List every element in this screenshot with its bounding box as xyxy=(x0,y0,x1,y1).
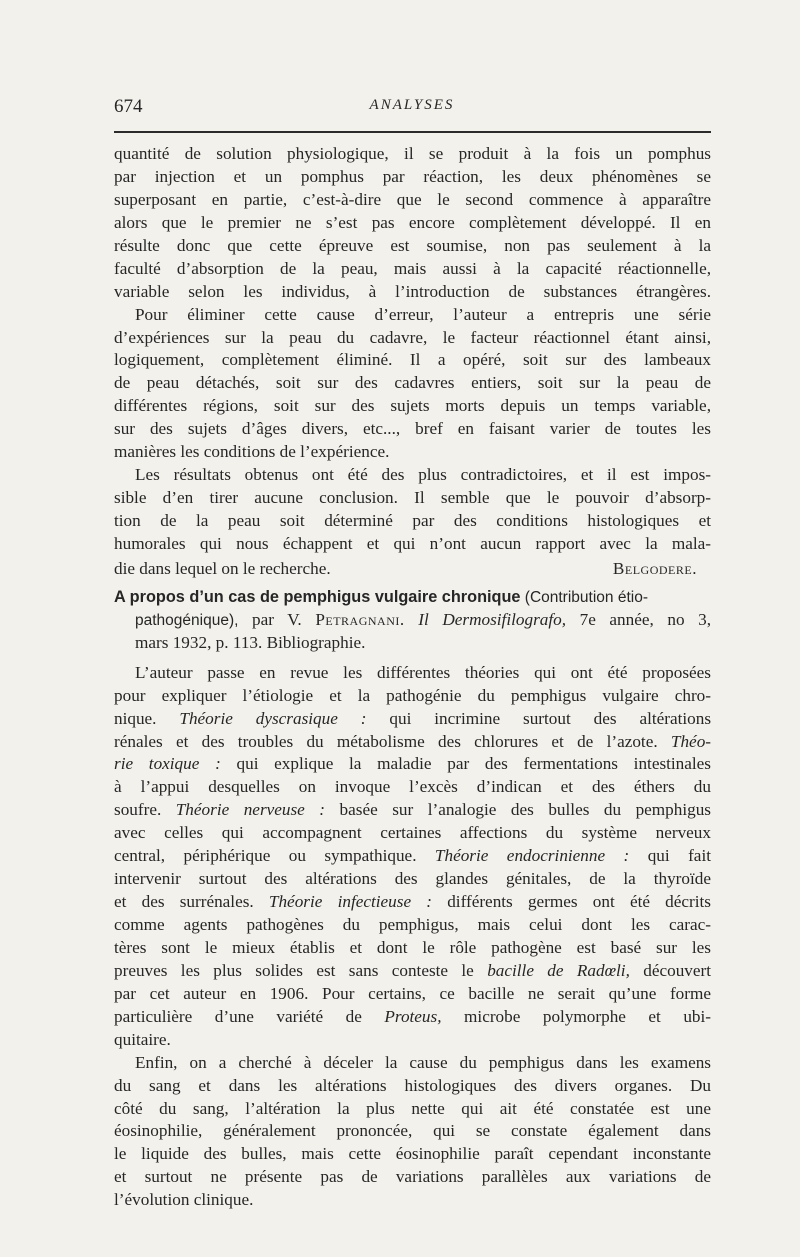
text-line: central, périphérique ou sympathique. Théorie endocrinienne : qui fait xyxy=(114,846,711,866)
article-2 xyxy=(114,586,711,1212)
text-line: côté du sang, l’altération la plus nette qui ait été constatée est une xyxy=(114,1098,711,1118)
title-rest: (Contribution étio- xyxy=(524,588,648,606)
text-line: soufre. Théorie nerveuse : basée sur l’analogie des bulles du pemphigus xyxy=(114,800,711,820)
text-line: l’évolution clinique. xyxy=(114,1190,254,1210)
text-line: à l’appui desquelles on invoque l’excès d’indican et des éthers du xyxy=(114,777,711,797)
author-signature: Belgodere. xyxy=(612,558,697,578)
text-line: par cet auteur en 1906. Pour certains, ce bacille ne serait qu’une forme xyxy=(114,983,711,1003)
last-line: die dans lequel on le recherche. xyxy=(114,558,331,578)
citation-line: pathogénique), par V. Petragnani. Il Dermosifilografo, 7e année, no 3, xyxy=(135,609,712,629)
text-line: du sang et dans les altérations histologiques des divers organes. Du xyxy=(114,1075,711,1095)
body-text xyxy=(114,143,711,1212)
page-number: 674 xyxy=(114,96,143,117)
text-line: manières les conditions de l’expérience. xyxy=(114,442,390,462)
text-line: sur des sujets d’âges divers, etc..., bref en faisant varier de toutes les xyxy=(114,419,711,439)
text-line xyxy=(114,556,711,582)
text-line: variable selon les individus, à l’introduction de substances étrangères. xyxy=(114,281,711,301)
paragraph xyxy=(114,662,711,1052)
text-line: éosinophilie, généralement prononcée, qui se constate également dans xyxy=(114,1121,711,1141)
text-line: faculté d’absorption de la peau, mais aussi à la capacité réactionnelle, xyxy=(114,258,711,278)
title-line xyxy=(114,586,711,609)
text-line: particulière d’une variété de Proteus, microbe polymorphe et ubi- xyxy=(114,1006,712,1026)
citation-author: Petragnani. xyxy=(315,609,405,629)
header-rule xyxy=(114,131,711,133)
text-line: Les résultats obtenus ont été des plus contradictoires, et il est impos- xyxy=(135,465,711,485)
text-line: preuves les plus solides est sans conteste le bacille de Radœli, découvert xyxy=(114,960,712,980)
text-line: de peau détachés, soit sur des cadavres entiers, soit sur la peau de xyxy=(114,373,711,393)
text-line: alors que le premier ne s’est pas encore complètement développé. Il en xyxy=(114,212,711,232)
article-title: A propos d’un cas de pemphigus vulgaire chronique xyxy=(114,587,521,606)
text-line: rie toxique : qui explique la maladie par des fermentations intestinales xyxy=(114,754,711,774)
text-line: superposant en partie, c’est-à-dire que le second commence à apparaître xyxy=(114,189,711,209)
text-line: avec celles qui accompagnent certaines affections du système nerveux xyxy=(114,823,711,843)
text-line: et des surrénales. Théorie infectieuse : différents germes ont été décrits xyxy=(114,892,711,912)
article-1 xyxy=(114,143,711,582)
text-line: tères sont le mieux établis et dont le rôle pathogène est basé sur les xyxy=(114,937,711,957)
text-line: comme agents pathogènes du pemphigus, mais celui dont les carac- xyxy=(114,915,711,934)
text-line: et surtout ne présente pas de variations parallèles aux variations de xyxy=(114,1167,711,1187)
text-line: quitaire. xyxy=(114,1029,171,1049)
text-line: rénales et des troubles du métabolisme des chlorures et de l’azote. Théo- xyxy=(114,731,712,751)
text-line: le liquide des bulles, mais cette éosinophilie paraît cependant inconstante xyxy=(114,1144,711,1164)
text-line: par injection et un pomphus par réaction, les deux phénomènes se xyxy=(114,166,711,186)
text-line: pour expliquer l’étiologie et la pathogénie du pemphigus vulgaire chro- xyxy=(114,685,711,705)
text-line: nique. Théorie dyscrasique : qui incrimine surtout des altérations xyxy=(114,708,712,728)
citation-journal: Il Dermosifilografo, xyxy=(418,609,567,629)
running-head: ANALYSES xyxy=(369,97,455,113)
text-line: résulte donc que cette épreuve est soumise, non pas seulement à la xyxy=(114,235,711,255)
text-line: sible d’en tirer aucune conclusion. Il semble que le pouvoir d’absorp- xyxy=(114,488,711,508)
text-line: Enfin, on a cherché à déceler la cause du pemphigus dans les examens xyxy=(135,1052,711,1072)
article-heading xyxy=(114,586,711,655)
text-line: différentes régions, soit sur des sujets morts depuis un temps variable, xyxy=(114,396,711,416)
text-line: Pour éliminer cette cause d’erreur, l’auteur a entrepris une série xyxy=(135,304,711,324)
page-header xyxy=(114,96,710,120)
text-line: d’expériences sur la peau du cadavre, le facteur réactionnel étant ainsi, xyxy=(114,327,711,347)
text-line: intervenir surtout des altérations des glandes génitales, de la thyroïde xyxy=(114,869,711,889)
text-line: tion de la peau soit déterminé par des conditions histologiques et xyxy=(114,511,711,530)
text-line: quantité de solution physiologique, il se produit à la fois un pomphus xyxy=(114,144,711,163)
text-line: L’auteur passe en revue les différentes théories qui ont été proposées xyxy=(135,662,711,682)
citation-line: mars 1932, p. 113. Bibliographie. xyxy=(135,632,366,652)
text-line: humorales qui nous échappent et qui n’ont aucun rapport avec la mala- xyxy=(114,533,711,553)
paragraph xyxy=(114,1052,711,1213)
text-line: logiquement, complètement éliminé. Il a opéré, soit sur des lambeaux xyxy=(114,350,711,370)
